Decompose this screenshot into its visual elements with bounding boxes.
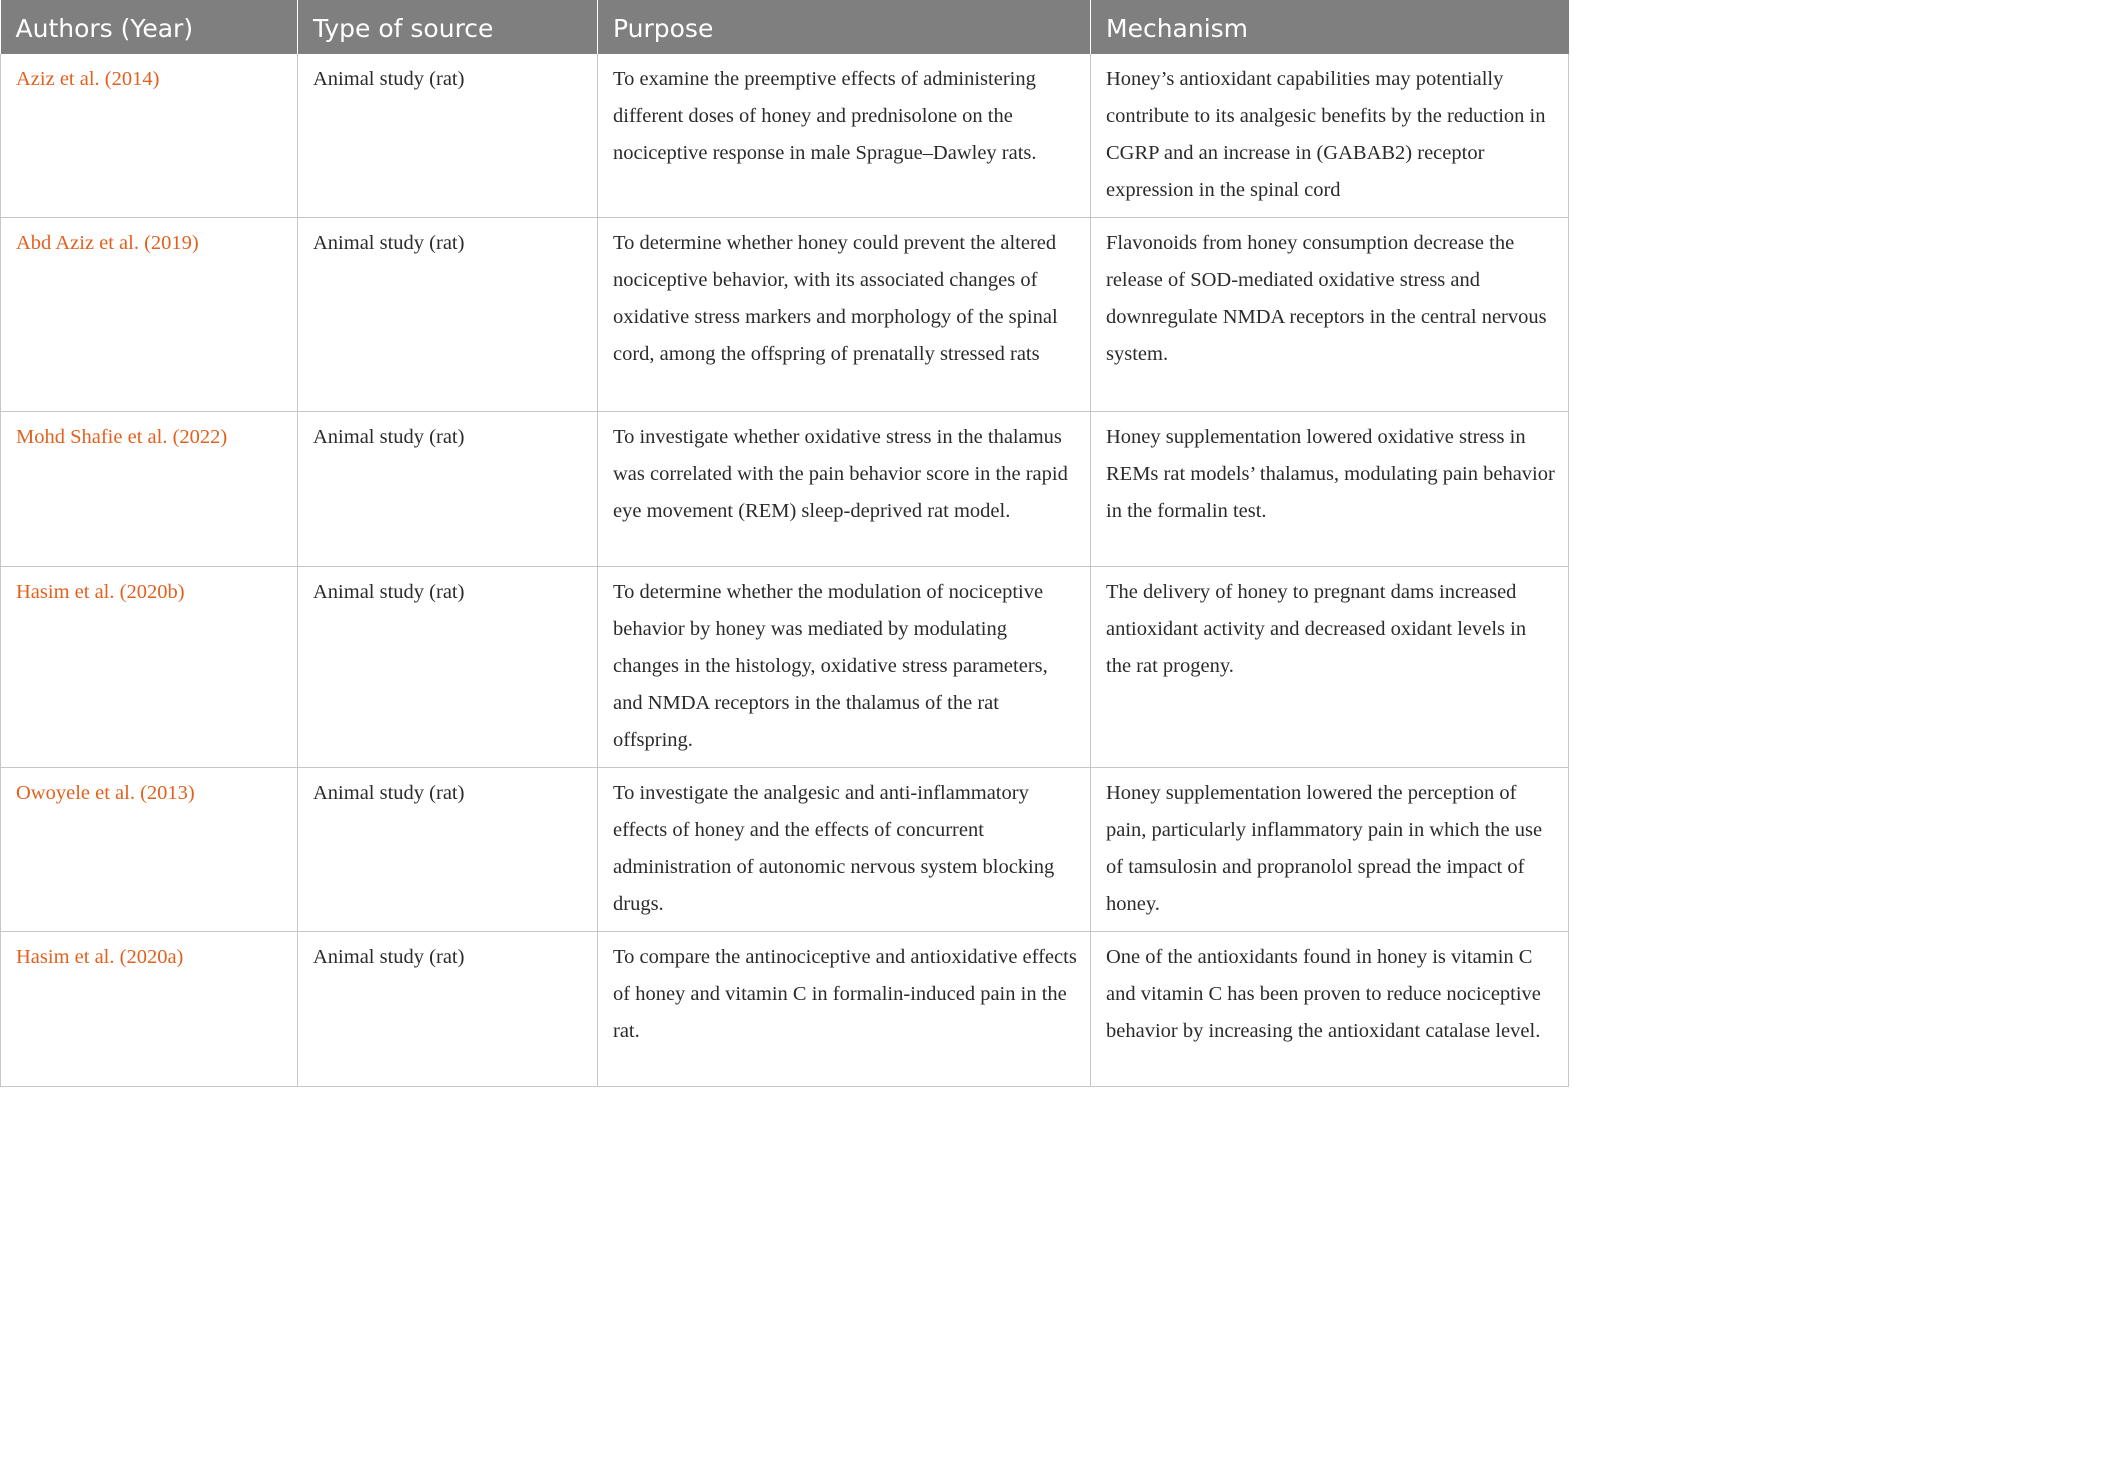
source-type-cell: Animal study (rat)	[298, 567, 598, 768]
table-row	[1, 412, 1569, 567]
source-type-cell: Animal study (rat)	[298, 932, 598, 1087]
purpose-cell: To investigate whether oxidative stress in the thalamus was correlated with the pain behavior score in the rapid eye movement (REM) sleep-deprived rat model.	[598, 412, 1091, 567]
author-citation-link[interactable]: Abd Aziz et al. (2019)	[1, 218, 298, 412]
source-type-cell: Animal study (rat)	[298, 54, 598, 218]
header-type-of-source: Type of source	[298, 0, 598, 54]
purpose-cell: To investigate the analgesic and anti-inflammatory effects of honey and the effects of concurrent administration of autonomic nervous system blocking drugs.	[598, 768, 1091, 932]
mechanism-cell: Honey’s antioxidant capabilities may potentially contribute to its analgesic benefits by the reduction in CGRP and an increase in (GABAB2) receptor expression in the spinal cord	[1091, 54, 1569, 218]
table-row	[1, 768, 1569, 932]
author-citation-link[interactable]: Mohd Shafie et al. (2022)	[1, 412, 298, 567]
source-type-cell: Animal study (rat)	[298, 218, 598, 412]
author-citation-link[interactable]: Owoyele et al. (2013)	[1, 768, 298, 932]
author-citation-link[interactable]: Aziz et al. (2014)	[1, 54, 298, 218]
table-row	[1, 54, 1569, 218]
table-row	[1, 218, 1569, 412]
table-body	[1, 54, 1569, 1087]
purpose-cell: To determine whether honey could prevent the altered nociceptive behavior, with its associated changes of oxidative stress markers and morphology of the spinal cord, among the offspring of prenatally stressed rats	[598, 218, 1091, 412]
mechanism-cell: Honey supplementation lowered the perception of pain, particularly inflammatory pain in which the use of tamsulosin and propranolol spread the impact of honey.	[1091, 768, 1569, 932]
header-purpose: Purpose	[598, 0, 1091, 54]
purpose-cell: To determine whether the modulation of nociceptive behavior by honey was mediated by modulating changes in the histology, oxidative stress parameters, and NMDA receptors in the thalamus of the rat offspring.	[598, 567, 1091, 768]
author-citation-link[interactable]: Hasim et al. (2020a)	[1, 932, 298, 1087]
source-type-cell: Animal study (rat)	[298, 412, 598, 567]
table-header	[1, 0, 1569, 54]
table-row	[1, 932, 1569, 1087]
header-row	[1, 0, 1569, 54]
mechanism-cell: Honey supplementation lowered oxidative stress in REMs rat models’ thalamus, modulating pain behavior in the formalin test.	[1091, 412, 1569, 567]
mechanism-cell: Flavonoids from honey consumption decrease the release of SOD-mediated oxidative stress and downregulate NMDA receptors in the central nervous system.	[1091, 218, 1569, 412]
source-type-cell: Animal study (rat)	[298, 768, 598, 932]
purpose-cell: To compare the antinociceptive and antioxidative effects of honey and vitamin C in formalin-induced pain in the rat.	[598, 932, 1091, 1087]
table-row	[1, 567, 1569, 768]
mechanism-cell: The delivery of honey to pregnant dams increased antioxidant activity and decreased oxidant levels in the rat progeny.	[1091, 567, 1569, 768]
purpose-cell: To examine the preemptive effects of administering different doses of honey and prednisolone on the nociceptive response in male Sprague–Dawley rats.	[598, 54, 1091, 218]
header-mechanism: Mechanism	[1091, 0, 1569, 54]
mechanism-cell: One of the antioxidants found in honey is vitamin C and vitamin C has been proven to reduce nociceptive behavior by increasing the antioxidant catalase level.	[1091, 932, 1569, 1087]
author-citation-link[interactable]: Hasim et al. (2020b)	[1, 567, 298, 768]
header-authors-year: Authors (Year)	[1, 0, 298, 54]
